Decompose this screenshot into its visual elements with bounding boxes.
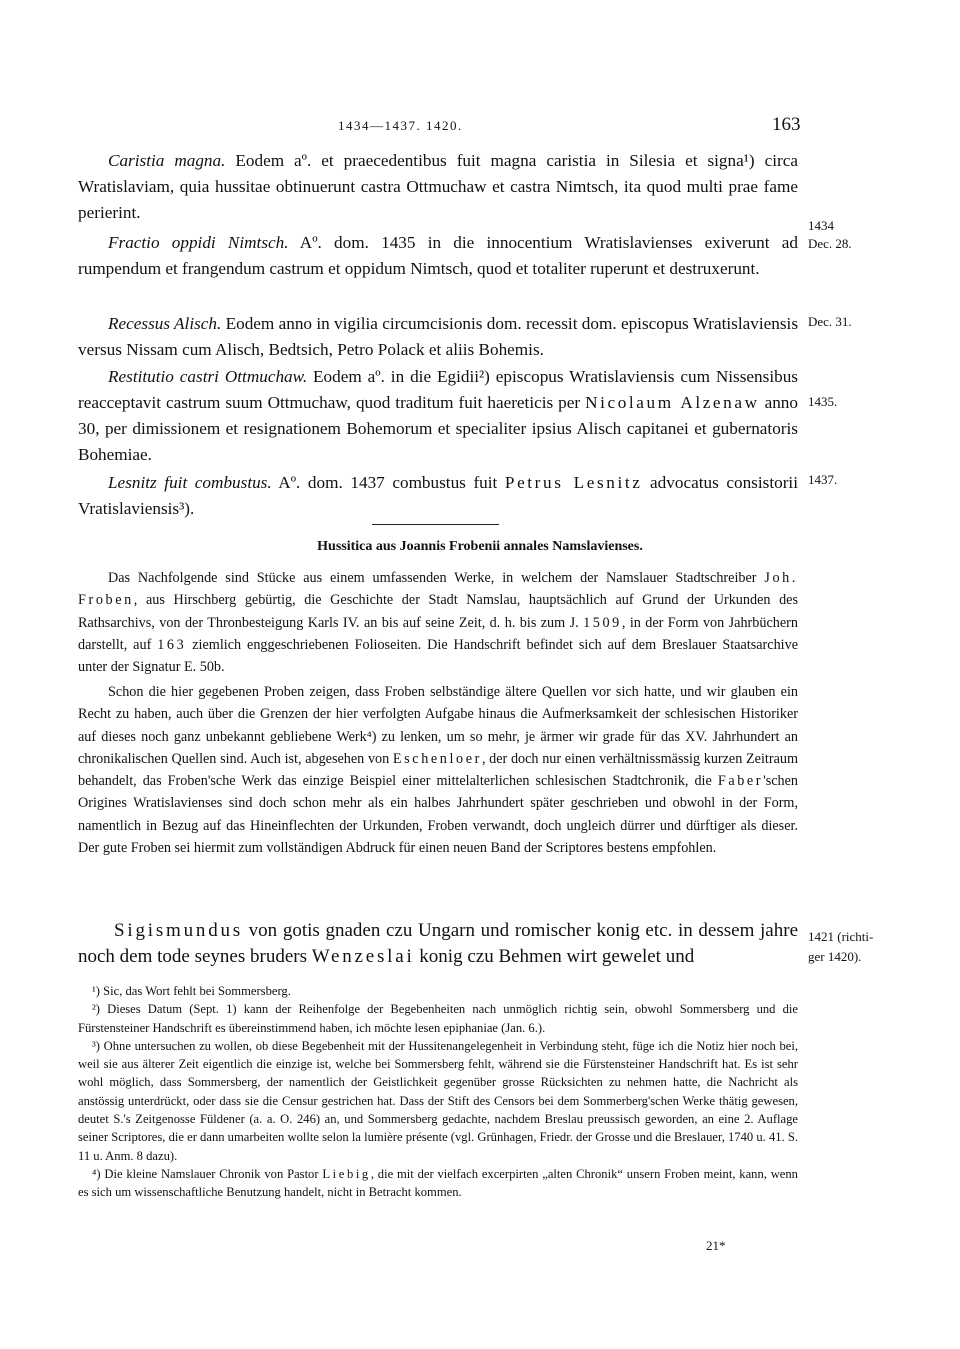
intro-text: , aus Hirschberg gebürtig, die Geschichte der Stadt Namslau, hauptsächlich auf Grund der Urkunden des Rathsarchivs, von der Thronbesteigung Karls IV. an bis auf seine Zeit, d. h. bis zum J.	[78, 592, 798, 631]
footnotes	[78, 982, 798, 1202]
running-header	[0, 114, 960, 138]
chronicle-segment: von gotis gnaden czu Ungarn und romischer konig etc. in dessem jahre noch dem tode seynes bruders	[78, 920, 798, 967]
spaced-name: Liebig	[322, 1166, 371, 1181]
entry-title: Lesnitz fuit combustus.	[108, 473, 272, 492]
spaced-name: Petrus Lesnitz	[504, 473, 643, 492]
chronicle-segment: konig czu Behmen wirt gewelet und	[414, 946, 695, 967]
page-number: 163	[772, 114, 801, 135]
entry-recessus-alisch	[78, 311, 798, 363]
intro-text: ziemlich enggeschriebenen Folioseiten. Die Handschrift befindet sich auf dem Breslauer Staatsarchive unter der Signatur E. 50b.	[78, 636, 798, 676]
margin-year: 1437.	[808, 472, 838, 487]
margin-date: Dec. 28.	[808, 236, 852, 251]
section-title: Hussitica aus Joannis Frobenii annales Namslavienses.	[317, 539, 643, 554]
entry-restitutio-ottmuchaw	[78, 364, 798, 468]
intro-text: , der doch nur einen verhältnissmässig kurzen Zeitraum behandelt, das Froben'sche Werk das einzige Beispiel einer mittelalterlichen schlesischen Stadtchronik, die	[78, 750, 798, 790]
entry-caristia-magna	[78, 148, 798, 226]
entry-text: advocatus consistorii Vratislaviensis³).	[78, 473, 798, 518]
spaced-name: Wenzeslai	[311, 946, 415, 967]
spaced-name: Sigismundus	[114, 920, 243, 941]
intro-paragraph	[78, 681, 798, 859]
entry-title: Restitutio castri Ottmuchaw.	[108, 367, 308, 386]
entry-title: Recessus Alisch.	[108, 314, 222, 333]
footnote-2: ²) Dieses Datum (Sept. 1) kann der Reihenfolge der Begebenheiten nach unmöglich richtig sein, obwohl Sommersberg und die Fürstensteiner Handschrift es übereinstimmend haben, ich möchte lesen epiphaniae (Jan. 6.).	[78, 1002, 798, 1035]
entry-text: anno 30, per dimissionem et resignationem Bohemorum et specialiter ipsius Alisch capitanei et gubernatoris Bohemiae.	[78, 393, 798, 464]
entry-text: Eodem aº. et praecedentibus fuit magna caristia in Silesia et signa¹) circa Wratislaviam, quia hussitae obtinuerunt castra Ottmuchaw et castra Nimtsch, ita quod multi prae fame perierint.	[78, 151, 798, 222]
margin-year: 1421 (richti-	[808, 929, 874, 944]
footnote-3: ³) Ohne untersuchen zu wollen, ob diese Begebenheit mit der Hussitenangelegenheit in Verbindung steht, füge ich die Notiz hier noch bei, weil sie aus älterer Zeit eigentlich die einzige ist, welche bei Sommersberg fehlt, während sie die Fürstensteiner Handschrift hat. Es ist sehr wohl möglich, dass Sommersberg, der namentlich der Geistlichkeit gegenüber grosse Rücksichten zu nehmen hatte, die Nachricht als anstössig unterdrückt, oder dass sie die Censur gestrichen hat. Dass der Stift des Censors bei dem Sommerberg'schen Werke thätig gewesen, deutet S.'s Zeitgenosse Füldener (a. a. O. 246) an, und Sommersberg gedachte, nachdem Breslau preussisch geworden, an eine 2. Auflage seiner Scriptores, die er dann umarbeiten wollte selon la lumière présente (vgl. Grünhagen, Friedr. der Grosse und die Breslauer, 1740 u. 41. S. 11 u. Anm. 8 dazu).	[78, 1038, 798, 1163]
margin-date: Dec. 31.	[808, 314, 852, 329]
intro-text: 'schen Origines Wratislavienses sind doch schon mehr als ein halbes Jahrhundert später geschrieben und obwohl in der Form, namentlich in Bezug auf das Hineinflechten der Urkunden, Froben verwandt, doch ungleich dürrer und dürftiger als dieser. Der gute Froben sei hiermit zum vollständigen Abdruck für einen neuen Band der Scriptores bestens empfohlen.	[78, 773, 798, 857]
entry-fractio-nimtsch	[78, 230, 798, 282]
footnote-text: ⁴) Die kleine Namslauer Chronik von Pastor	[92, 1166, 323, 1181]
section-divider	[372, 524, 499, 525]
footnote-1: ¹) Sic, das Wort fehlt bei Sommersberg.	[92, 984, 291, 998]
chronicle-text	[78, 918, 798, 970]
spaced-name: Joh. Froben	[78, 570, 798, 609]
header-year-range: 1434—1437. 1420.	[338, 118, 463, 133]
intro-text: Schon die hier gegebenen Proben zeigen, dass Froben selbständige ältere Quellen vor sich hatte, und wir glauben ein Recht zu haben, auch über die Grenzen der hier verfolgten Aufgabe hinaus die Aufmerksamkeit der schlesischen Historiker auf dieses noch ganz unbekannt gebliebene Werk⁴) zu lenken, um so mehr, je ärmer wir grade für das XV. Jahrhundert an chronikalischen Quellen sind. Auch ist, abgesehen von	[78, 684, 798, 767]
entry-text: Aº. dom. 1437 combustus fuit	[271, 473, 505, 492]
intro-text: , in der Form von Jahrbüchern darstellt, auf	[78, 614, 798, 653]
entry-lesnitz-combustus	[78, 470, 798, 522]
intro-paragraph	[78, 567, 798, 678]
spaced-name: Faber	[717, 773, 764, 790]
footnote-text: , die mit der vielfach excerpirten „alten Chronik“ unsern Froben meint, kann, wenn es sich um wissenschaftliche Benutzung handelt, nicht in Betracht kommen.	[78, 1166, 798, 1200]
entry-text: Aº. dom. 1435 in die innocentium Wratislavienses exiverunt ad rumpendum et frangendum castrum et oppidum Nimtsch, quod et totaliter ruperunt et destruxerunt.	[78, 233, 798, 278]
spaced-name: Nicolaum Alzenaw	[585, 393, 760, 412]
entry-title: Caristia magna.	[108, 151, 226, 170]
margin-year: ger 1420).	[808, 949, 862, 964]
spaced-number: 163	[157, 636, 187, 653]
spaced-name: Eschenloer	[392, 750, 482, 767]
signature-mark: 21*	[706, 1238, 726, 1253]
entry-text: Eodem anno in vigilia circumcisionis dom. recessit dom. episcopus Wratislaviensis versus Nissam cum Alisch, Bedtsich, Petro Polack et aliis Bohemis.	[78, 314, 799, 359]
intro-text: Das Nachfolgende sind Stücke aus einem umfassenden Werke, in welchem der Namslauer Stadtschreiber	[108, 570, 765, 586]
spaced-year: 1509	[583, 614, 622, 631]
entry-text: Eodem aº. in die Egidii²) episcopus Wratislaviensis cum Nissensibus reacceptavit castrum suum Ottmuchaw, quod traditum fuit haereticis per	[78, 367, 798, 412]
margin-year: 1434	[808, 218, 834, 233]
entry-title: Fractio oppidi Nimtsch.	[108, 233, 289, 252]
footnote-4	[78, 1165, 798, 1202]
margin-year: 1435.	[808, 394, 838, 409]
